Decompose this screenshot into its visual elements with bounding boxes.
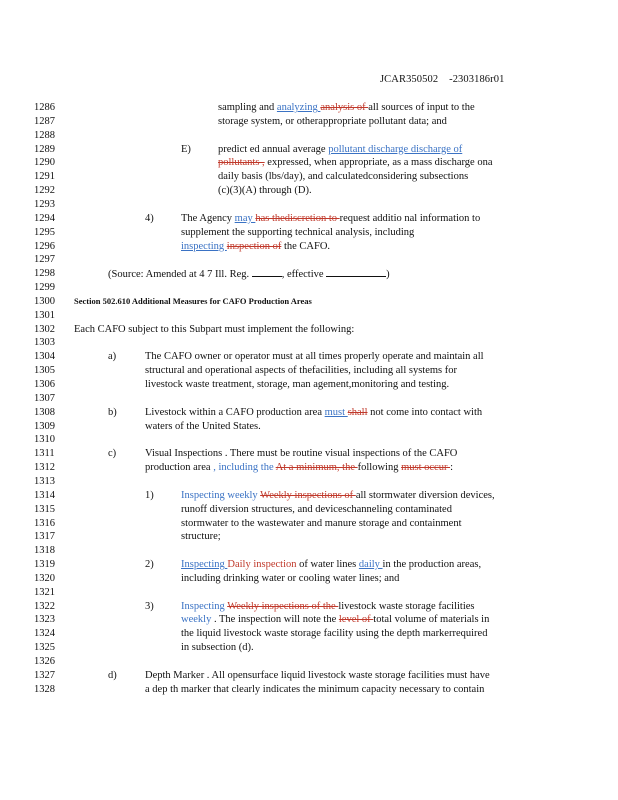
text-run: Visual Inspections . There must be routine visual inspections of the CAFO: [145, 448, 458, 460]
deleted-text: inspection of: [226, 240, 282, 252]
document-line: [0, 253, 618, 266]
line-text: [181, 572, 399, 585]
line-number: 1306: [34, 379, 55, 390]
document-line: [0, 350, 618, 363]
line-number: 1323: [34, 614, 55, 626]
deleted-text: must occur: [401, 462, 451, 474]
deleted-text: At a minimum, the: [275, 462, 358, 474]
document-line: [0, 558, 618, 571]
line-number: 1318: [34, 545, 55, 557]
line-number: 1316: [34, 517, 55, 529]
document-line: [0, 447, 618, 460]
line-text: [181, 489, 495, 502]
text-run: a dep th marker that clearly indicates the minimum capacity necessary to contain: [145, 683, 485, 695]
line-text: [181, 530, 221, 543]
text-run: all sources of input to the: [368, 102, 475, 113]
line-text: [108, 267, 390, 281]
line-number: 1311: [34, 448, 55, 460]
document-line: [0, 613, 618, 626]
text-run: expressed, when appropriate, as a mass discharge ona: [264, 157, 493, 169]
line-text: [181, 641, 254, 654]
deleted-text: Weekly inspections of the: [227, 600, 339, 612]
text-run: Livestock within a CAFO production area: [145, 406, 325, 418]
line-number: 1309: [34, 420, 55, 432]
line-number: 1298: [34, 268, 55, 280]
line-number: 1292: [34, 185, 55, 197]
text-run: following: [357, 462, 402, 474]
inserted-text: daily: [358, 559, 383, 571]
doc-id: JCAR350502: [380, 74, 439, 85]
line-number: 1326: [34, 656, 55, 667]
line-number: 1321: [34, 586, 55, 598]
deleted-text: Weekly inspections of: [260, 489, 356, 501]
line-number: 1325: [34, 642, 55, 654]
text-run: stormwater to the wastewater and manure storage and containment: [181, 517, 462, 529]
line-number: 1314: [34, 489, 55, 501]
line-text: [218, 156, 492, 169]
text-run: of water lines: [296, 559, 359, 571]
line-number: 1297: [34, 254, 55, 266]
line-text: [145, 683, 484, 696]
list-label: E): [181, 143, 191, 155]
line-text: [145, 447, 457, 460]
text-run: the CAFO.: [281, 240, 331, 252]
line-text: [181, 600, 475, 613]
document-line: [0, 378, 618, 391]
line-number: 1290: [34, 157, 55, 169]
line-number: 1305: [34, 365, 55, 377]
text-run: runoff diversion structures, and deviceschanneling contaminated: [181, 503, 452, 515]
line-number: 1287: [34, 115, 55, 127]
document-line: [0, 641, 618, 654]
text-run: ): [386, 269, 390, 281]
fill-in-blank: [326, 267, 386, 277]
text-run: The Agency: [181, 212, 235, 224]
document-line: [0, 240, 618, 253]
text-run: Depth Marker . All opensurface liquid livestock waste storage facilities must have: [145, 669, 490, 681]
line-number: 1328: [34, 683, 55, 695]
line-number: 1296: [34, 240, 55, 252]
list-label: 3): [145, 600, 154, 612]
document-line: [0, 420, 618, 433]
line-number: 1299: [34, 282, 55, 294]
list-label: 4): [145, 212, 154, 224]
line-text: [145, 350, 484, 363]
document-line: [0, 517, 618, 530]
line-text: [145, 364, 457, 377]
document-line: [0, 655, 618, 668]
deleted-text: Daily inspection: [227, 559, 297, 571]
text-run: the liquid livestock waste storage facility using the depth markerrequired: [181, 628, 488, 640]
doc-revision: -2303186r01: [449, 74, 505, 85]
text-run: The CAFO owner or operator must at all times properly operate and maintain all: [145, 351, 484, 363]
line-number: 1310: [34, 434, 55, 446]
line-text: [181, 212, 480, 225]
line-text: [181, 517, 461, 530]
document-line: [0, 530, 618, 543]
line-text: [181, 627, 487, 640]
line-number: 1320: [34, 572, 55, 584]
document-line: [0, 627, 618, 640]
document-line: [0, 544, 618, 557]
text-run: not come into contact with: [367, 406, 483, 418]
line-text: [145, 378, 449, 391]
text-run: daily basis (lbs/day), and calculatedconsidering subsections: [218, 171, 469, 183]
document-line: [0, 489, 618, 502]
line-text: [218, 184, 312, 197]
line-number: 1304: [34, 351, 55, 363]
text-run: structural and operational aspects of thefacilities, including all systems for: [145, 365, 457, 377]
list-label: 2): [145, 559, 154, 571]
inserted-text: may: [234, 212, 256, 224]
document-line: [0, 129, 618, 142]
list-label: a): [108, 351, 117, 363]
deleted-text: level of: [338, 614, 374, 626]
document-line: [0, 115, 618, 128]
text-run: Section 502.610 Additional Measures for CAFO Production Areas: [74, 295, 312, 306]
text-run: storage system, or otherappropriate pollutant data; and: [218, 115, 447, 127]
inserted-text: pollutant discharge discharge of: [328, 143, 463, 155]
document-line: [0, 267, 618, 280]
text-run: :: [450, 462, 453, 474]
document-line: [0, 364, 618, 377]
document-line: [0, 309, 618, 322]
text-run: waters of the United States.: [145, 420, 261, 432]
document-line: [0, 586, 618, 599]
document-line: [0, 198, 618, 211]
text-run: structure;: [181, 531, 221, 543]
line-number: 1301: [34, 309, 55, 321]
line-number: 1307: [34, 392, 55, 404]
inserted-text: Inspecting weekly: [181, 489, 261, 501]
line-number: 1300: [34, 295, 55, 307]
inserted-text: weekly: [181, 614, 214, 626]
list-label: c): [108, 448, 117, 460]
fill-in-blank: [252, 267, 282, 277]
deleted-text: pollutants ,: [218, 157, 265, 169]
document-line: [0, 461, 618, 474]
list-label: b): [108, 406, 117, 418]
document-line: [0, 101, 618, 114]
line-number: 1293: [34, 198, 55, 210]
inserted-text: Inspecting: [181, 600, 228, 612]
line-number: 1324: [34, 628, 55, 640]
line-number: 1288: [34, 129, 55, 141]
text-run: production area: [145, 462, 214, 474]
inserted-text: analyzing: [276, 102, 321, 113]
text-run: predict ed annual average: [218, 143, 329, 155]
document-line: [0, 336, 618, 349]
text-run: , effective: [281, 269, 327, 281]
line-number: 1317: [34, 531, 55, 543]
line-number: 1294: [34, 212, 55, 224]
line-text: [145, 669, 490, 682]
line-text: [218, 170, 468, 183]
inserted-text: inspecting: [181, 240, 227, 252]
text-run: (Source: Amended at 4 7 Ill. Reg.: [108, 269, 252, 281]
line-text: [218, 143, 462, 156]
text-run: livestock waste treatment, storage, man agement,monitoring and testing.: [145, 379, 450, 390]
line-text: [74, 323, 354, 336]
section-heading: [74, 295, 312, 308]
line-number: 1302: [34, 323, 55, 335]
text-run: including drinking water or cooling water lines; and: [181, 572, 400, 584]
line-text: [181, 226, 414, 239]
line-text: [145, 461, 453, 474]
document-line: [0, 683, 618, 696]
document-line: [0, 212, 618, 225]
document-line: [0, 295, 618, 308]
text-run: in subsection (d).: [181, 642, 254, 654]
text-run: Each CAFO subject to this Subpart must implement the following:: [74, 323, 355, 335]
document-line: [0, 323, 618, 336]
text-run: in the production areas,: [382, 559, 482, 571]
document-line: [0, 669, 618, 682]
deleted-text: analysis of: [320, 102, 369, 113]
document-line: [0, 433, 618, 446]
line-number: 1322: [34, 600, 55, 612]
line-text: [181, 558, 481, 571]
line-text: [181, 240, 330, 253]
document-line: [0, 475, 618, 488]
deleted-text: has thediscretion to: [255, 212, 340, 224]
text-run: request additio nal information to: [339, 212, 481, 224]
line-number: 1313: [34, 475, 55, 487]
line-number: 1319: [34, 559, 55, 571]
inserted-text: must: [324, 406, 348, 418]
document-header: [380, 74, 504, 85]
document-line: [0, 143, 618, 156]
text-run: all stormwater diversion devices,: [355, 489, 495, 501]
document-line: [0, 392, 618, 405]
line-text: [218, 115, 447, 128]
inserted-text: Inspecting: [181, 559, 228, 571]
document-line: [0, 406, 618, 419]
line-text: [181, 503, 452, 516]
document-line: [0, 170, 618, 183]
inserted-text: , including the: [213, 462, 276, 474]
text-run: sampling and: [218, 102, 277, 113]
text-run: . The inspection will note the: [213, 614, 339, 626]
line-number: 1303: [34, 337, 55, 349]
document-line: [0, 184, 618, 197]
document-line: [0, 572, 618, 585]
line-text: [218, 101, 475, 114]
line-number: 1312: [34, 462, 55, 474]
list-label: d): [108, 669, 117, 681]
line-number: 1327: [34, 669, 55, 681]
line-number: 1315: [34, 503, 55, 515]
line-number: 1289: [34, 143, 55, 155]
line-text: [181, 613, 489, 626]
document-line: [0, 226, 618, 239]
line-number: 1286: [34, 102, 55, 113]
line-text: [145, 406, 482, 419]
deleted-text: shall: [347, 406, 368, 418]
text-run: total volume of materials in: [373, 614, 490, 626]
line-number: 1295: [34, 226, 55, 238]
document-line: [0, 503, 618, 516]
text-run: (c)(3)(A) through (D).: [218, 185, 312, 197]
text-run: livestock waste storage facilities: [338, 600, 475, 612]
document-line: [0, 281, 618, 294]
document-line: [0, 600, 618, 613]
document-line: [0, 156, 618, 169]
line-number: 1291: [34, 171, 55, 183]
text-run: supplement the supporting technical analysis, including: [181, 226, 415, 238]
line-text: [145, 420, 261, 433]
list-label: 1): [145, 489, 154, 501]
line-number: 1308: [34, 406, 55, 418]
